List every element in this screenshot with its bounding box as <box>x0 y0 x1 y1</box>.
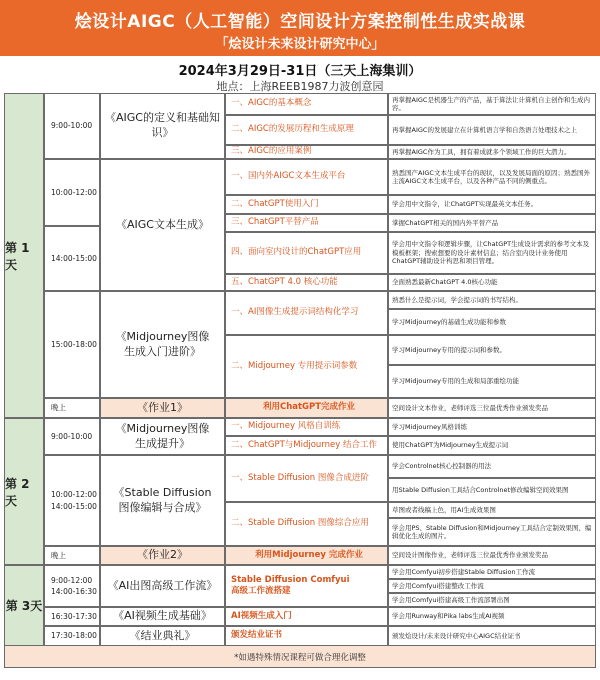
goal-cell: 颁发烩设计/未来设计研究中心AIGC结业证书 <box>388 626 596 646</box>
topic-cell: 二、AIGC的发展历程和生成原理 <box>225 115 388 145</box>
module-cell: 《AIGC的定义和基础知识》 <box>100 93 225 159</box>
goal-cell: 空间设计图像作业，老师评选三位最优秀作业颁发奖品 <box>388 546 596 565</box>
header-banner <box>0 0 600 56</box>
goal-cell: 学会用中文指令和逻辑步骤，让ChatGPT生成设计需求的参考文本及模板框架；搜索想要的设计素材信息；结合室内设计业务使用ChatGPT辅助设计构思和项目管理。 <box>388 232 596 274</box>
day-cell: 第 3天 <box>4 565 44 646</box>
topic-cell: Stable Diffusion Comfyui 高级工作流搭建 <box>225 565 388 607</box>
schedule-table <box>4 93 596 646</box>
time-cell: 17:30-18:00 <box>44 626 100 646</box>
goal-cell: 再掌握AIGC作为工具，拥有着成就多个领域工作的巨大潜力。 <box>388 145 596 159</box>
event-venue: 地点：上海REEB1987力波创意园 <box>216 80 384 93</box>
topic-cell: 颁发结业证书 <box>225 626 388 646</box>
module-cell: 《作业1》 <box>100 398 225 418</box>
time-cell: 9:00-12:00 14:00-16:30 <box>44 565 100 607</box>
goal-cell: 学习Midjourney风格训练 <box>388 418 596 436</box>
goal-cell: 使用ChatGPT为Midjourney生成提示词 <box>388 436 596 455</box>
topic-cell: 利用Midjourney 完成作业 <box>225 546 388 565</box>
topic-cell: 五、ChatGPT 4.0 核心功能 <box>225 274 388 291</box>
day-cell: 第 2 天 <box>4 418 44 565</box>
topic-cell: 一、国内外AIGC文本生成平台 <box>225 159 388 195</box>
topic-cell: 一、Midjourney 风格自训练 <box>225 418 388 436</box>
goal-cell: 熟悉什么是提示词，学会提示词的书写结构。 <box>388 291 596 309</box>
day-cell: 第 1 天 <box>4 93 44 418</box>
goal-cell: 学会用Comfyui搭建整改工作流 <box>388 579 596 593</box>
time-cell: 16:30-17:30 <box>44 607 100 626</box>
topic-cell: 一、Stable Diffusion 图像合成进阶 <box>225 455 388 502</box>
goal-cell: 再掌握AIGC的发展建立在计算机语言学和自然语言处理技术之上 <box>388 115 596 145</box>
goal-cell: 学习Midjourney的基础生成功能和参数 <box>388 309 596 335</box>
goal-cell: 空间设计文本作业，老师评选三位最优秀作业颁发奖品 <box>388 398 596 418</box>
module-cell: 《AI视频生成基础》 <box>100 607 225 626</box>
page-title: 烩设计AIGC（人工智能）空间设计方案控制性生成实战课 <box>74 12 526 32</box>
module-cell: 《作业2》 <box>100 546 225 565</box>
topic-cell: 二、ChatGPT使用入门 <box>225 195 388 214</box>
goal-cell: 学会用中文指令，让ChatGPT实现最英文本任务。 <box>388 195 596 214</box>
time-cell: 晚上 <box>44 398 100 418</box>
time-cell: 10:00-12:00 14:00-15:00 <box>44 455 100 546</box>
topic-cell: 一、AIGC的基本概念 <box>225 93 388 115</box>
event-date: 2024年3月29日-31日（三天上海集训） <box>178 64 422 79</box>
goal-cell: 熟悉国产AIGC文本生成平台的现状，以及发展局面的原因；熟悉国外主流AIGC文本生成平台，以及各种产品不同的侧重点。 <box>388 159 596 195</box>
module-cell: 《AI出图高级工作流》 <box>100 565 225 607</box>
goal-cell: 掌握ChatGPT相关的国内外平替产品 <box>388 214 596 232</box>
topic-cell: 利用ChatGPT完成作业 <box>225 398 388 418</box>
time-cell: 14:00-15:00 <box>44 226 100 291</box>
topic-cell: 三、AIGC的应用案例 <box>225 145 388 159</box>
time-cell: 10:00-12:00 <box>44 159 100 226</box>
module-cell: 《AIGC文本生成》 <box>100 159 225 291</box>
topic-cell: 一、AI图像生成提示词结构化学习 <box>225 291 388 335</box>
goal-cell: 学习Midjourney专用的提示词和参数。 <box>388 335 596 365</box>
topic-cell: AI视频生成入门 <box>225 607 388 626</box>
module-cell: 《Midjourney图像 生成入门进阶》 <box>100 291 225 398</box>
goal-cell: 用Stable Diffusion工具结合Controlnet修改编辑空间效果图 <box>388 478 596 502</box>
goal-cell: 全面熟悉最新ChatGPT 4.0核心功能 <box>388 274 596 291</box>
goal-cell: 草图或者线稿上色，用AI生成效果图 <box>388 502 596 518</box>
goal-cell: 学习Midjourney专用的生成和局部重绘功能 <box>388 365 596 398</box>
topic-cell: 二、Stable Diffusion 图像综合应用 <box>225 502 388 546</box>
time-cell: 9:00-10:00 <box>44 418 100 455</box>
time-cell: 15:00-18:00 <box>44 291 100 398</box>
page-subtitle: 「烩设计未来设计研究中心」 <box>215 37 385 52</box>
goal-cell: 学会用Comfyui搭建高级工作流部署出图 <box>388 593 596 607</box>
time-cell: 9:00-10:00 <box>44 93 100 159</box>
time-cell: 晚上 <box>44 546 100 565</box>
goal-cell: 学会用Runway和Pika labs生成AI视频 <box>388 607 596 626</box>
topic-cell: 三、ChatGPT平替产品 <box>225 214 388 232</box>
module-cell: 《结业典礼》 <box>100 626 225 646</box>
goal-cell: 再掌握AIGC是机器生产的产品，基于算法让计算机自主创作和生成内容。 <box>388 93 596 115</box>
goal-cell: 学会用PS、Stable Diffusion和Midjourney工具结合定制效果图、编辑优化生成的图片。 <box>388 518 596 546</box>
goal-cell: 学会用Comfyui初步搭建Stable Diffusion工作流 <box>388 565 596 579</box>
footer-note: *如遇特殊情况课程可做合理化调整 <box>4 646 596 668</box>
goal-cell: 学会Controlnet核心控制器的用法 <box>388 455 596 478</box>
topic-cell: 二、ChatGPT与Midjourney 结合工作 <box>225 436 388 455</box>
topic-cell: 四、面向室内设计的ChatGPT应用 <box>225 232 388 274</box>
module-cell: 《Stable Diffusion 图像编辑与合成》 <box>100 455 225 546</box>
topic-cell: 二、Midjourney 专用提示词参数 <box>225 335 388 398</box>
module-cell: 《Midjourney图像 生成提升》 <box>100 418 225 455</box>
